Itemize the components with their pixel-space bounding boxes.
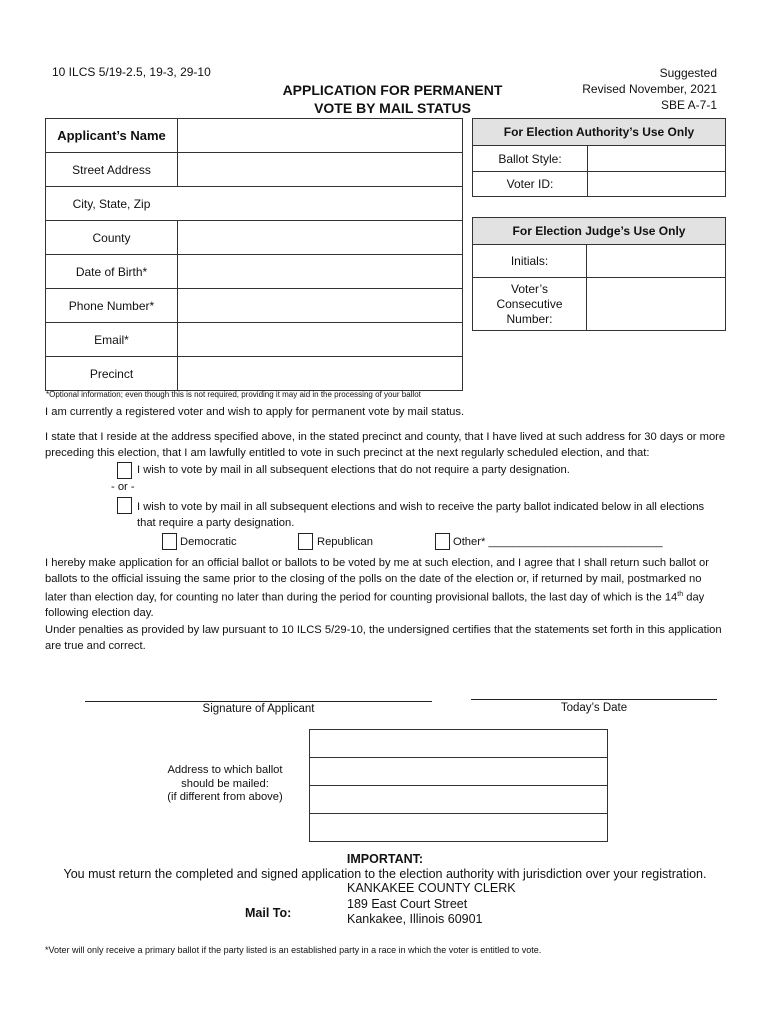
phone-number-label: Phone Number*	[46, 289, 178, 322]
applicant-name-label: Applicant’s Name	[46, 119, 178, 152]
ballot-style-row	[473, 146, 725, 171]
other-party-label: Other* ____________________________	[453, 536, 663, 548]
mailing-label-line-3: (if different from above)	[167, 791, 283, 803]
phone-number-row	[46, 288, 462, 322]
mailing-label-line-1: Address to which ballot	[167, 764, 283, 776]
date-line[interactable]	[471, 699, 717, 700]
initials-row	[473, 245, 725, 277]
email-label: Email*	[46, 323, 178, 356]
email-field[interactable]	[178, 323, 462, 356]
mailing-address-line-3-field[interactable]	[310, 785, 607, 813]
revision-date: Revised November, 2021	[582, 82, 717, 96]
applicant-name-row	[46, 119, 462, 152]
email-row	[46, 322, 462, 356]
clerk-address	[347, 881, 516, 928]
consecutive-label-line-1: Voter’s	[511, 281, 548, 296]
election-authority-box	[472, 118, 726, 197]
consecutive-number-field[interactable]	[587, 278, 725, 330]
option-party-line-2: that require a party designation.	[137, 516, 295, 529]
precinct-label: Precinct	[46, 357, 178, 390]
application-line-3b: day	[683, 591, 705, 604]
important-heading: IMPORTANT:	[346, 852, 424, 866]
republican-checkbox[interactable]	[298, 533, 313, 550]
other-party-checkbox[interactable]	[435, 533, 450, 550]
mailing-address-line-1-field[interactable]	[310, 730, 607, 757]
application-line-3-superscript: th	[677, 591, 684, 598]
optional-info-footnote: *Optional information; even though this is not required, providing it may aid in the processing of your ballot	[46, 390, 421, 399]
precinct-field[interactable]	[178, 357, 462, 390]
option-party-ballot-label	[137, 500, 704, 531]
clerk-name: KANKAKEE COUNTY CLERK	[347, 881, 516, 895]
residency-statement	[45, 430, 727, 461]
page-title	[250, 81, 535, 117]
or-separator: - or -	[111, 481, 135, 493]
signature-label: Signature of Applicant	[202, 703, 315, 715]
application-line-4: following election day.	[45, 607, 154, 620]
democratic-label: Democratic	[180, 536, 237, 548]
voter-id-label: Voter ID:	[473, 172, 588, 196]
voter-id-field[interactable]	[588, 172, 725, 196]
penalty-statement	[45, 623, 727, 654]
election-judge-box	[472, 217, 726, 331]
street-address-row	[46, 152, 462, 186]
mailing-label-line-2: should be mailed:	[181, 777, 269, 790]
mailing-address-line-4-field[interactable]	[310, 813, 607, 841]
application-line-1: I hereby make application for an official ballot or ballots to be voted by me at such election, and I agree that I shall return such ballot or	[45, 557, 709, 569]
date-label: Today’s Date	[560, 702, 628, 714]
precinct-row	[46, 356, 462, 390]
date-of-birth-label: Date of Birth*	[46, 255, 178, 288]
applicant-name-field[interactable]	[178, 119, 462, 152]
title-line-1: APPLICATION FOR PERMANENT	[282, 82, 503, 98]
republican-label: Republican	[317, 536, 373, 548]
ballot-style-field[interactable]	[588, 146, 725, 171]
suggested-label: Suggested	[659, 66, 717, 80]
democratic-checkbox[interactable]	[162, 533, 177, 550]
ballot-style-label: Ballot Style:	[473, 146, 588, 171]
city-state-zip-row	[46, 186, 462, 220]
county-field[interactable]	[178, 221, 462, 254]
important-instructions: You must return the completed and signed application to the election authority with jurisdiction over your registration.	[63, 867, 707, 881]
city-state-zip-label: City, State, Zip	[72, 196, 151, 211]
option-party-line-1: I wish to vote by mail in all subsequent elections and wish to receive the party ballot indicated below in all elections	[137, 501, 705, 513]
initials-field[interactable]	[587, 245, 725, 277]
registered-voter-statement: I am currently a registered voter and wish to apply for permanent vote by mail status.	[45, 406, 465, 418]
residency-line-2: preceding this election, that I am lawfully entitled to vote in such precinct at the next regularly scheduled election, and that:	[45, 446, 650, 459]
form-number: SBE A-7-1	[660, 98, 717, 112]
penalty-line-1: Under penalties as provided by law pursuant to 10 ILCS 5/29-10, the undersigned certifies that the statements set forth in this application	[45, 624, 722, 636]
clerk-street: 189 East Court Street	[347, 896, 468, 911]
election-authority-title: For Election Authority’s Use Only	[473, 119, 725, 146]
election-judge-title: For Election Judge’s Use Only	[473, 218, 725, 245]
county-row	[46, 220, 462, 254]
clerk-city: Kankakee, Illinois 60901	[347, 912, 483, 926]
mailing-address-box	[309, 729, 608, 842]
consecutive-label-line-3: Number:	[506, 311, 553, 326]
applicant-info-table	[45, 118, 463, 391]
option-party-ballot-checkbox[interactable]	[117, 497, 132, 514]
application-line-2: ballots to the official issuing the same prior to the closing of the polls on the date of the election or, if returned by mail, postmarked no	[45, 572, 702, 585]
phone-number-field[interactable]	[178, 289, 462, 322]
form-revision-block	[582, 65, 717, 113]
primary-ballot-footnote: *Voter will only receive a primary ballot if the party listed is an established party in a race in which the voter is entitled to vote.	[45, 945, 542, 955]
voter-id-row	[473, 171, 725, 196]
statute-reference: 10 ILCS 5/19-2.5, 19-3, 29-10	[52, 65, 211, 79]
consecutive-number-row	[473, 277, 725, 330]
application-line-3	[45, 587, 727, 606]
title-line-2: VOTE BY MAIL STATUS	[314, 100, 471, 116]
residency-line-1: I state that I reside at the address specified above, in the stated precinct and county, that I have lived at such address for 30 days or more	[45, 431, 726, 443]
street-address-label: Street Address	[46, 153, 178, 186]
date-of-birth-row	[46, 254, 462, 288]
mailing-address-line-2-field[interactable]	[310, 757, 607, 785]
county-label: County	[46, 221, 178, 254]
consecutive-number-label	[473, 278, 587, 330]
consecutive-label-line-2: Consecutive	[496, 296, 563, 311]
street-address-field[interactable]	[178, 153, 462, 186]
initials-label: Initials:	[473, 245, 587, 277]
option-no-party-checkbox[interactable]	[117, 462, 132, 479]
signature-line[interactable]	[85, 701, 432, 702]
date-of-birth-field[interactable]	[178, 255, 462, 288]
option-no-party-label: I wish to vote by mail in all subsequent elections that do not require a party designation.	[137, 464, 570, 476]
mailing-address-label	[150, 764, 300, 805]
application-line-3a: later than election day, for counting no later than during the period for counting provisional ballots, the last day of which is the 14	[45, 591, 678, 604]
mail-to-label: Mail To:	[245, 906, 292, 920]
penalty-line-2: are true and correct.	[45, 639, 146, 652]
application-statement	[45, 556, 727, 622]
